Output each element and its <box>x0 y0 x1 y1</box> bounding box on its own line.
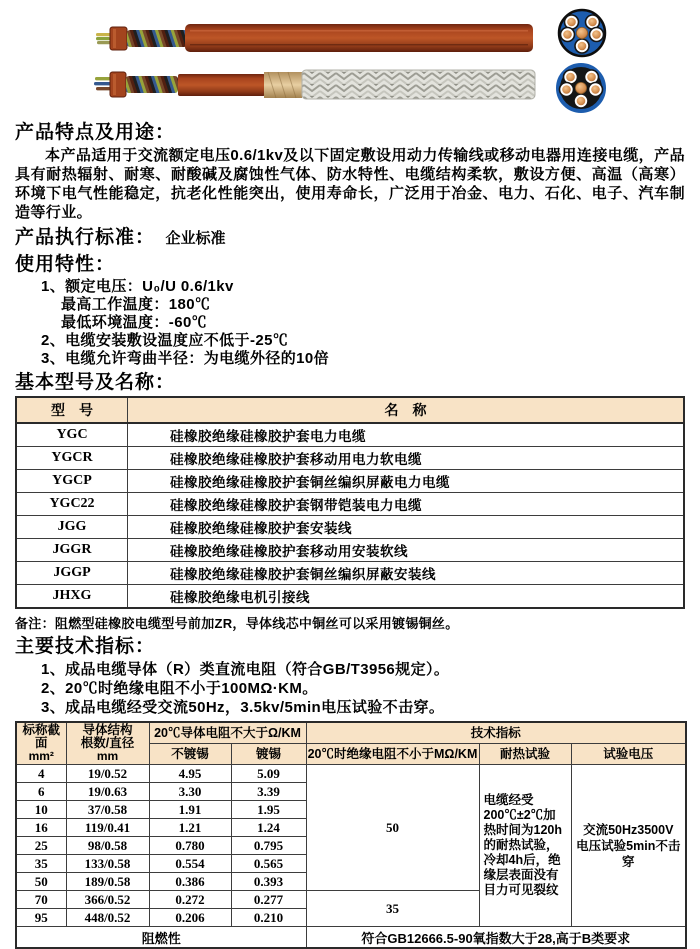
cell-structure: 19/0.52 <box>66 765 149 783</box>
insulation-merged-cell: 35 <box>306 891 479 927</box>
cell-tinned: 5.09 <box>231 765 306 783</box>
datasheet-content <box>0 121 700 949</box>
cell-structure: 133/0.58 <box>66 855 149 873</box>
twisted-cores <box>127 30 187 47</box>
cell-size: 4 <box>16 765 66 783</box>
list-item: 最低环境温度：-60℃ <box>61 314 208 331</box>
cell-structure: 119/0.41 <box>66 819 149 837</box>
model-code: YGC22 <box>16 493 128 516</box>
cell-size: 95 <box>16 909 66 927</box>
cell-structure: 19/0.63 <box>66 783 149 801</box>
model-code: YGCR <box>16 447 128 470</box>
list-item: 2、20℃时绝缘电阻不小于100MΩ·KM。 <box>41 680 318 697</box>
stripped-wire-tip <box>95 77 112 80</box>
cell-untinned: 3.30 <box>149 783 231 801</box>
table-row <box>16 516 684 539</box>
cable-sheath <box>185 24 533 52</box>
model-name: 硅橡胶绝缘电机引接线 <box>128 585 685 609</box>
cell-tinned: 0.210 <box>231 909 306 927</box>
model-code: JGGR <box>16 539 128 562</box>
usage-title: 使用特性： <box>15 254 116 275</box>
cell-size: 50 <box>16 873 66 891</box>
header-line: 标称截面 <box>22 723 60 750</box>
cell-tinned: 0.393 <box>231 873 306 891</box>
header-line: 导体结构 <box>82 723 133 737</box>
cell-untinned: 1.21 <box>149 819 231 837</box>
insulation-col-header: 20℃时绝缘电阻不小于MΩ/KM <box>306 744 479 765</box>
tech-title: 主要技术指标： <box>15 636 156 657</box>
models-note: 备注：阻燃型硅橡胶电缆型号前加ZR，导体线芯中铜丝可以采用镀锡铜丝。 <box>15 616 459 631</box>
heat-test-merged-cell: 电缆经受200℃±2℃加热时间为120h的耐热试验，冷却4h后，绝缘层表面没有目力可见裂纹 <box>479 765 571 927</box>
features-title: 产品特点及用途： <box>15 122 176 143</box>
cell-size: 6 <box>16 783 66 801</box>
cell-untinned: 4.95 <box>149 765 231 783</box>
cell-size: 35 <box>16 855 66 873</box>
voltage-col-header: 试验电压 <box>571 744 686 765</box>
model-col-header: 型 号 <box>16 397 128 423</box>
collar-highlight <box>113 29 116 48</box>
table-row <box>16 470 684 493</box>
model-name: 硅橡胶绝缘硅橡胶护套移动用电力软电缆 <box>128 447 685 470</box>
cell-tinned: 3.39 <box>231 783 306 801</box>
untinned-col-header: 不镀锡 <box>149 744 231 765</box>
usage-list <box>15 278 685 368</box>
voltage-line: 电压试验5min不击穿 <box>576 838 681 869</box>
cell-structure: 366/0.52 <box>66 891 149 909</box>
cell-tinned: 1.95 <box>231 801 306 819</box>
cable-collar <box>110 72 126 97</box>
cable-figure <box>0 0 700 118</box>
cable-collar <box>110 27 127 50</box>
list-item: 3、电缆允许弯曲半径：为电缆外径的10倍 <box>41 350 330 367</box>
model-name: 硅橡胶绝缘硅橡胶护套铜丝编织屏蔽安装线 <box>128 562 685 585</box>
collar-highlight <box>113 74 116 95</box>
header-unit: mm² <box>28 749 54 763</box>
model-name: 硅橡胶绝缘硅橡胶护套安装线 <box>128 516 685 539</box>
sheath-streak <box>190 44 528 45</box>
cross-section-blue-icon <box>559 10 605 56</box>
inner-sheath <box>178 74 265 96</box>
stripped-wire-tip <box>94 82 112 85</box>
table-row <box>16 585 684 609</box>
cell-untinned: 0.206 <box>149 909 231 927</box>
model-code: YGCP <box>16 470 128 493</box>
model-table <box>15 396 685 609</box>
standard-line <box>15 226 685 250</box>
table-row <box>16 539 684 562</box>
spec-table <box>15 721 687 949</box>
tech-list <box>15 660 685 717</box>
cell-structure: 448/0.52 <box>66 909 149 927</box>
heat-col-header: 耐热试验 <box>479 744 571 765</box>
cell-structure: 98/0.58 <box>66 837 149 855</box>
table-header-row <box>16 722 686 744</box>
flame-retardancy-row <box>16 927 686 949</box>
standard-title: 产品执行标准： <box>15 227 156 248</box>
flame-value-cell: 符合GB12666.5-90氧指数大于28,高于B类要求 <box>306 927 686 949</box>
model-code: JHXG <box>16 585 128 609</box>
tinned-col-header: 镀锡 <box>231 744 306 765</box>
resistance-group-header: 20℃导体电阻不大于Ω/KM <box>149 722 306 744</box>
header-line: 根数/直径 <box>80 736 135 750</box>
size-col-header <box>16 722 66 765</box>
cable-photo-braided <box>94 70 535 99</box>
voltage-line: 交流50Hz3500V <box>583 822 674 837</box>
table-row <box>16 765 686 783</box>
cell-tinned: 0.565 <box>231 855 306 873</box>
features-body: 本产品适用于交流额定电压0.6/1kv及以下固定敷设用动力传输线或移动电器用连接电缆，产品具有耐热辐射、耐寒、耐酸碱及腐蚀性气体、防水特性、电缆结构柔软，敷设方便、高温（高寒）环境下电气性能稳定，抗老化性能突出，使用寿命长，广泛用于冶金、电力、石化、电子、汽车制造等行业。 <box>15 147 685 221</box>
cable-photo-solid-red <box>96 24 533 52</box>
model-name: 硅橡胶绝缘硅橡胶护套移动用安装软线 <box>128 539 685 562</box>
standard-value: 企业标准 <box>165 230 226 247</box>
model-code: YGC <box>16 423 128 447</box>
voltage-test-merged-cell <box>571 765 686 927</box>
cell-structure: 189/0.58 <box>66 873 149 891</box>
stripped-wire-tip <box>96 37 110 40</box>
cell-untinned: 0.272 <box>149 891 231 909</box>
table-row <box>16 447 684 470</box>
list-item: 2、电缆安装敷设温度应不低于-25℃ <box>41 332 289 349</box>
models-title: 基本型号及名称： <box>15 372 176 393</box>
cross-section-black-icon <box>558 65 604 111</box>
list-item: 最高工作温度：180℃ <box>61 296 211 313</box>
cell-untinned: 0.554 <box>149 855 231 873</box>
list-item: 3、成品电缆经受交流50Hz，3.5kv/5min电压试验不击穿。 <box>41 699 445 716</box>
model-name: 硅橡胶绝缘硅橡胶护套钢带铠装电力电缆 <box>128 493 685 516</box>
list-item: 1、成品电缆导体（R）类直流电阻（符合GB/T3956规定）。 <box>41 661 450 678</box>
model-name: 硅橡胶绝缘硅橡胶护套铜丝编织屏蔽电力电缆 <box>128 470 685 493</box>
cell-tinned: 1.24 <box>231 819 306 837</box>
flame-label-cell: 阻燃性 <box>16 927 306 949</box>
cell-untinned: 0.386 <box>149 873 231 891</box>
cell-size: 70 <box>16 891 66 909</box>
cable-figure-svg <box>0 0 700 118</box>
table-row <box>16 493 684 516</box>
tech-group-header: 技术指标 <box>306 722 686 744</box>
model-code: JGG <box>16 516 128 539</box>
structure-col-header <box>66 722 149 765</box>
model-code: JGGP <box>16 562 128 585</box>
name-col-header: 名 称 <box>128 397 685 423</box>
cell-untinned: 0.780 <box>149 837 231 855</box>
sheath-streak <box>190 30 528 32</box>
table-row <box>16 562 684 585</box>
twisted-cores <box>126 76 178 93</box>
cell-structure: 37/0.58 <box>66 801 149 819</box>
table-row <box>16 423 684 447</box>
braided-shield <box>302 70 535 99</box>
insulation-merged-cell: 50 <box>306 765 479 891</box>
cell-tinned: 0.795 <box>231 837 306 855</box>
list-item: 1、额定电压：U₀/U 0.6/1kv <box>41 278 234 295</box>
cell-size: 10 <box>16 801 66 819</box>
cell-untinned: 1.91 <box>149 801 231 819</box>
model-name: 硅橡胶绝缘硅橡胶护套电力电缆 <box>128 423 685 447</box>
cell-tinned: 0.277 <box>231 891 306 909</box>
table-header-row <box>16 397 684 423</box>
cell-size: 25 <box>16 837 66 855</box>
header-unit: mm <box>96 749 119 763</box>
cell-size: 16 <box>16 819 66 837</box>
